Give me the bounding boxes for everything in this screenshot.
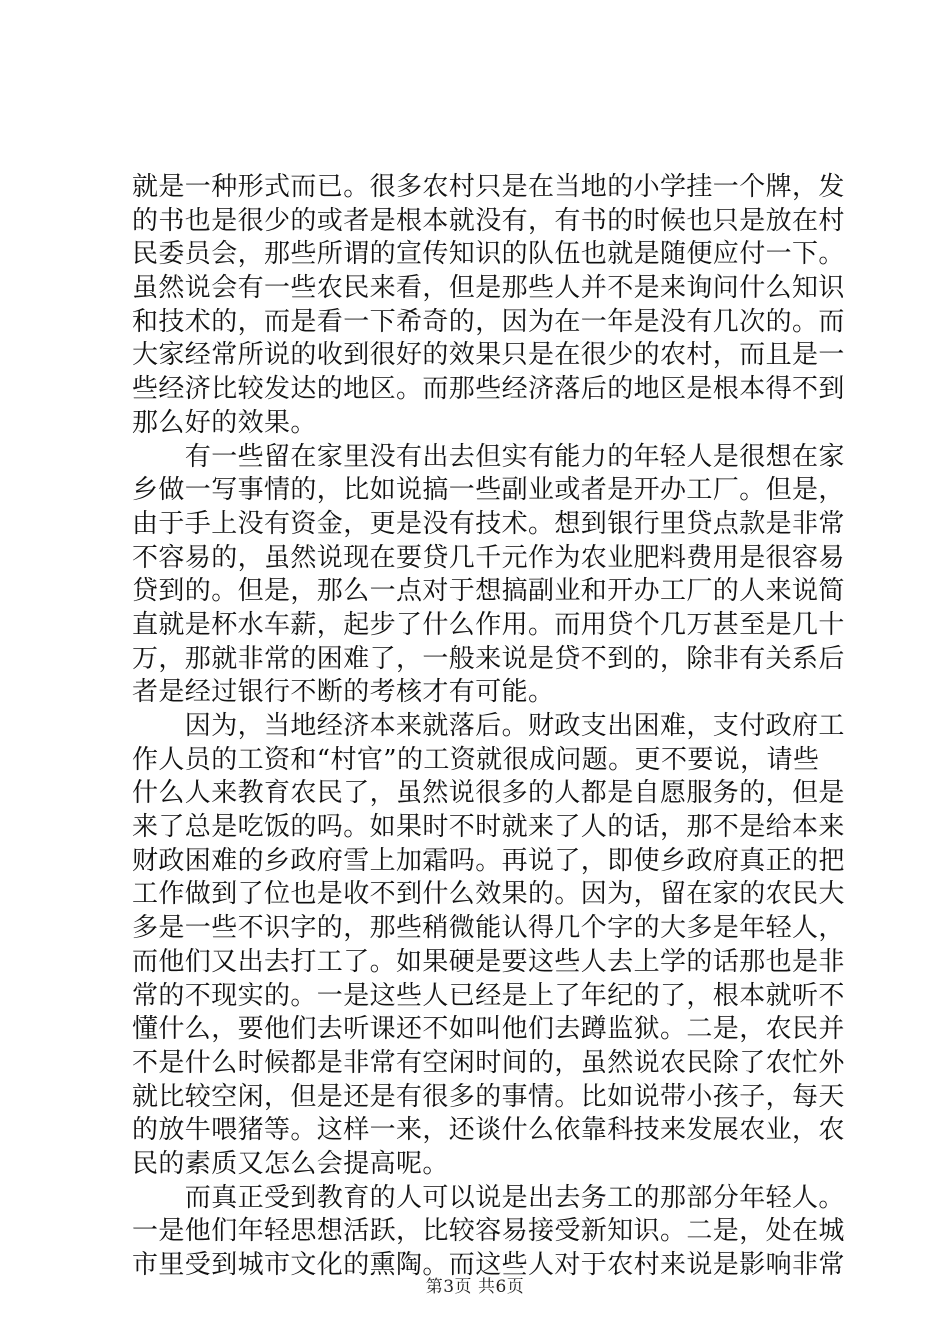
text-line: 常的不现实的。一是这些人已经是上了年纪的了，根本就听不: [132, 980, 845, 1011]
text-line: 虽然说会有一些农民来看，但是那些人并不是来询问什么知识: [132, 273, 845, 304]
text-line: 的放牛喂猪等。这样一来，还谈什么依靠科技来发展农业，农: [132, 1115, 845, 1146]
text-line: 什么人来教育农民了，虽然说很多的人都是自愿服务的，但是: [132, 778, 845, 809]
text-line: 直就是杯水车薪，起步了什么作用。而用贷个几万甚至是几十: [132, 609, 845, 640]
text-line: 工作做到了位也是收不到什么效果的。因为，留在家的农民大: [132, 879, 845, 910]
text-line: 者是经过银行不断的考核才有可能。: [132, 677, 555, 708]
text-line: 就是一种形式而已。很多农村只是在当地的小学挂一个牌，发: [132, 172, 845, 202]
body-text: [132, 171, 845, 1283]
page-number-footer: 第3页 共6页: [425, 1277, 525, 1297]
text-line: 的书也是很少的或者是根本就没有，有书的时候也只是放在村: [132, 205, 845, 236]
text-line: 不是什么时候都是非常有空闲时间的，虽然说农民除了农忙外: [132, 1047, 845, 1078]
text-line: 有一些留在家里没有出去但实有能力的年轻人是很想在家: [132, 441, 845, 472]
text-line: 就比较空闲，但是还是有很多的事情。比如说带小孩子，每天: [132, 1081, 845, 1112]
text-line: 财政困难的乡政府雪上加霜吗。再说了，即使乡政府真正的把: [132, 845, 845, 876]
text-line: 因为，当地经济本来就落后。财政支出困难，支付政府工: [132, 711, 845, 741]
text-line: 贷到的。但是，那么一点对于想搞副业和开办工厂的人来说简: [132, 576, 845, 607]
text-line: 那么好的效果。: [132, 407, 317, 438]
text-line: 和技术的，而是看一下希奇的，因为在一年是没有几次的。而: [132, 306, 845, 337]
text-line: 作人员的工资和“村官”的工资就很成问题。更不要说，请些: [132, 744, 820, 775]
text-line: 民委员会，那些所谓的宣传知识的队伍也就是随便应付一下。: [132, 239, 845, 270]
text-line: 不容易的，虽然说现在要贷几千元作为农业肥料费用是很容易: [132, 542, 845, 573]
text-line: 乡做一写事情的，比如说搞一些副业或者是开办工厂。但是，: [132, 475, 845, 506]
text-line: 懂什么，要他们去听课还不如叫他们去蹲监狱。二是，农民并: [132, 1014, 845, 1045]
text-line: 由于手上没有资金，更是没有技术。想到银行里贷点款是非常: [132, 508, 845, 539]
text-line: 万，那就非常的困难了，一般来说是贷不到的，除非有关系后: [132, 643, 845, 674]
text-line: 些经济比较发达的地区。而那些经济落后的地区是根本得不到: [132, 374, 845, 405]
text-line: 大家经常所说的收到很好的效果只是在很少的农村，而且是一: [132, 340, 845, 371]
text-line: 一是他们年轻思想活跃，比较容易接受新知识。二是，处在城: [132, 1216, 845, 1247]
text-line: 而他们又出去打工了。如果硬是要这些人去上学的话那也是非: [132, 946, 845, 977]
text-line: 多是一些不识字的，那些稍微能认得几个字的大多是年轻人，: [132, 913, 845, 944]
text-line: 而真正受到教育的人可以说是出去务工的那部分年轻人。: [132, 1182, 845, 1213]
text-line: 来了总是吃饭的吗。如果时不时就来了人的话，那不是给本来: [132, 812, 845, 843]
text-line: 市里受到城市文化的熏陶。而这些人对于农村来说是影响非常: [132, 1250, 845, 1280]
text-line: 民的素质又怎么会提高呢。: [132, 1148, 449, 1179]
